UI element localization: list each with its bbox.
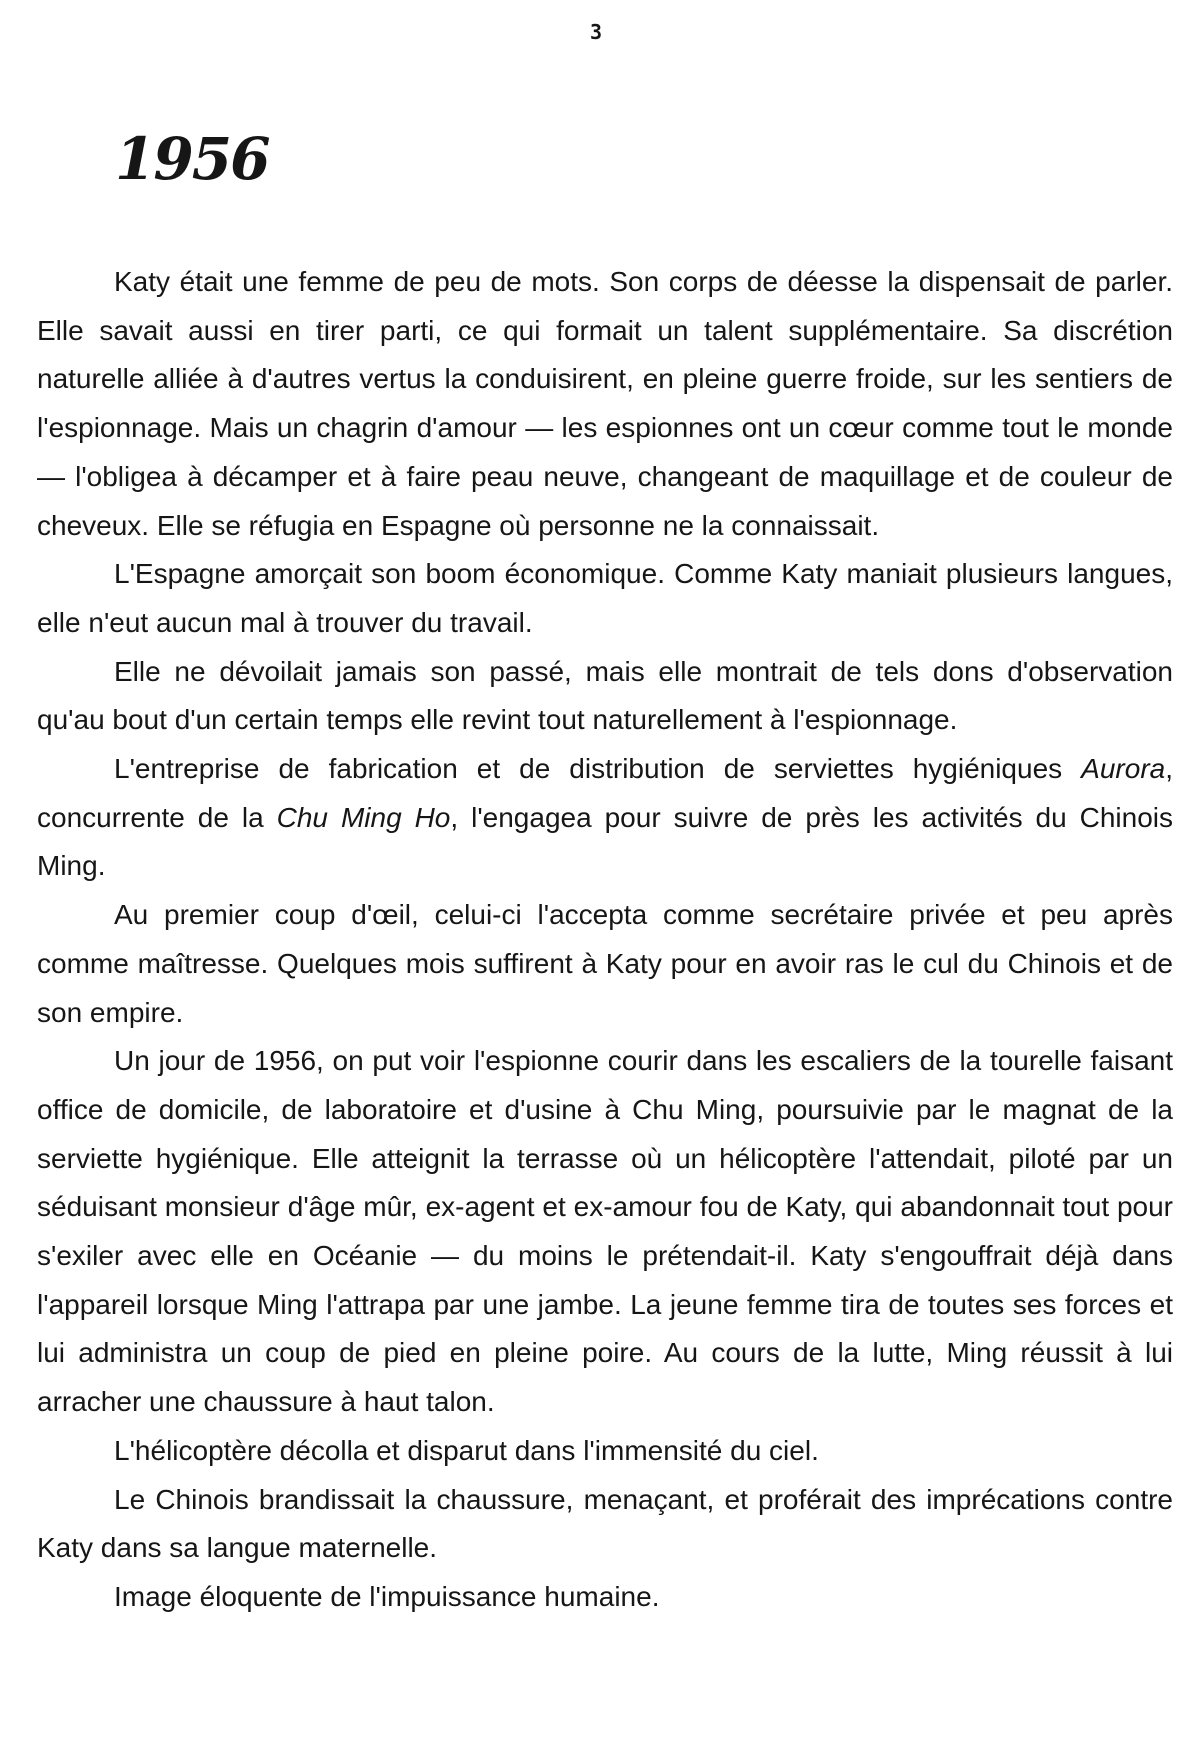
- paragraph-1: Katy était une femme de peu de mots. Son corps de déesse la dispensait de parler. Elle savait aussi en tirer parti, ce qui formait un talent supplémentaire. Sa discrétion naturelle alliée à d'autres vertus la conduisirent, en pleine guerre froide, sur les sentiers de l'espionnage. Mais un chagrin d'amour — les espionnes ont un cœur comme tout le monde — l'obligea à décamper et à faire peau neuve, changeant de maquillage et de couleur de cheveux. Elle se réfugia en Espagne où personne ne la connaissait.: [37, 266, 1173, 541]
- brand-aurora: Aurora: [1081, 753, 1166, 785]
- paragraph-9: Image éloquente de l'impuissance humaine.: [114, 1580, 660, 1612]
- paragraph-4: [37, 745, 1173, 891]
- paragraph-2: L'Espagne amorçait son boom économique. Comme Katy maniait plusieurs langues, elle n'eut aucun mal à trouver du travail.: [37, 558, 1173, 638]
- paragraph-4-text-3: , l'engagea pour suivre de près les activités du Chinois Ming.: [37, 801, 1174, 882]
- page-number: 3: [590, 20, 603, 44]
- paragraph-6: Un jour de 1956, on put voir l'espionne courir dans les escaliers de la tourelle faisant office de domicile, de laboratoire et d'usine à Chu Ming, poursuivie par le magnat de la serviette hygiénique. Elle atteignit la terrasse où un hélicoptère l'attendait, piloté par un séduisant monsieur d'âge mûr, ex-agent et ex-amour fou de Katy, qui abandonnait tout pour s'exiler avec elle en Océanie — du moins le prétendait-il. Katy s'engouffrait déjà dans l'appareil lorsque Ming l'attrapa par une jambe. La jeune femme tira de toutes ses forces et lui administra un coup de pied en pleine poire. Au cours de la lutte, Ming réussit à lui arracher une chaussure à haut talon.: [37, 1045, 1173, 1418]
- paragraph-3: Elle ne dévoilait jamais son passé, mais elle montrait de tels dons d'observation qu'au bout d'un certain temps elle revint tout naturellement à l'espionnage.: [37, 655, 1173, 736]
- paragraph-4-text-2: , concurrente de la: [37, 753, 1173, 833]
- paragraph-7: L'hélicoptère décolla et disparut dans l'immensité du ciel.: [114, 1434, 819, 1466]
- paragraph-8: Le Chinois brandissait la chaussure, menaçant, et proférait des imprécations contre Katy dans sa langue maternelle.: [37, 1483, 1173, 1564]
- paragraph-4-text-1: L'entreprise de fabrication et de distribution de serviettes hygiéniques: [114, 753, 1082, 785]
- paragraph-5: Au premier coup d'œil, celui-ci l'accepta comme secrétaire privée et peu après comme maîtresse. Quelques mois suffirent à Katy pour en avoir ras le cul du Chinois et de son empire.: [37, 899, 1173, 1028]
- chapter-body: [37, 258, 1173, 1622]
- brand-chu-ming-ho: Chu Ming Ho: [276, 801, 451, 833]
- chapter-title: 1956: [115, 125, 269, 193]
